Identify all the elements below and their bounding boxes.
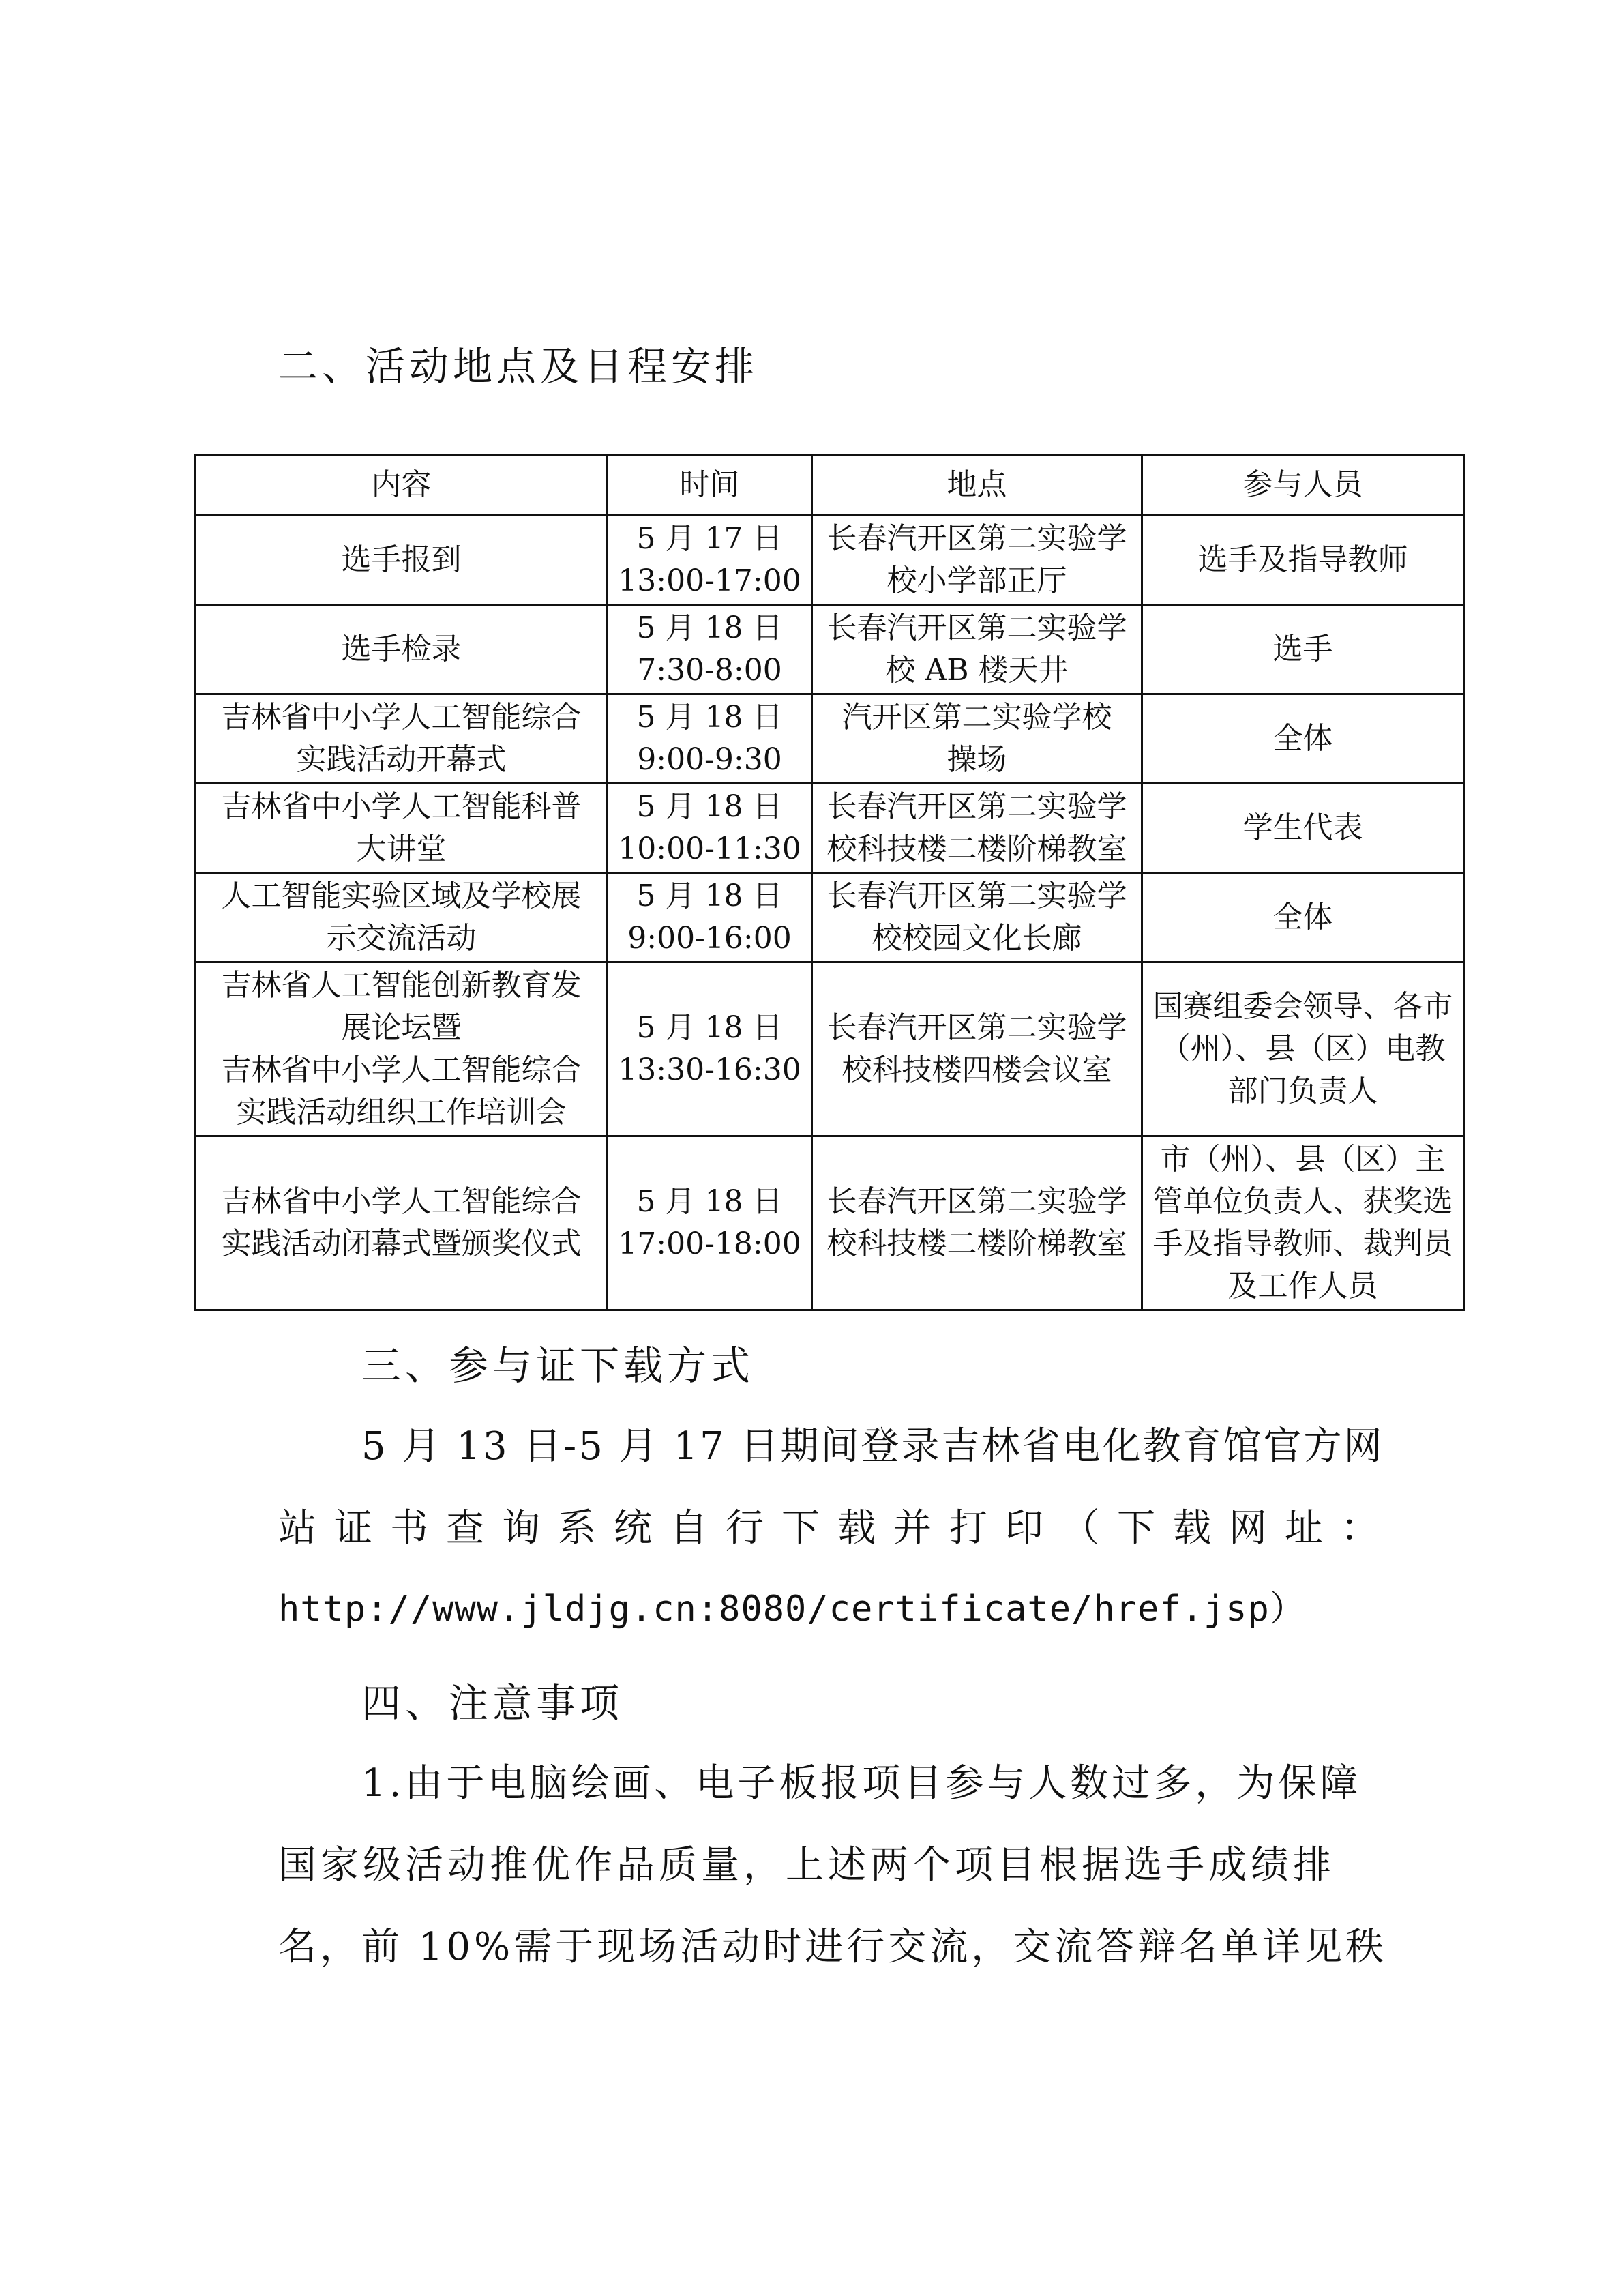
header-time: 时间 xyxy=(608,455,812,516)
certificate-url-line: http://www.jldjg.cn:8080/certificate/href.jsp） xyxy=(278,1589,1306,1630)
cell-line: 校 AB 楼天井 xyxy=(885,653,1069,688)
cell-line: 实践活动开幕式 xyxy=(296,742,507,777)
table-header-row xyxy=(196,455,1464,516)
cell-line: 选手 xyxy=(1272,632,1333,666)
cell-line: （州）、县（区）电教 xyxy=(1160,1031,1446,1066)
cell-line: 校科技楼二楼阶梯教室 xyxy=(827,831,1127,866)
section-heading-schedule: 二、活动地点及日程安排 xyxy=(278,343,759,389)
cell-line: 人工智能实验区域及学校展 xyxy=(221,879,582,913)
notes-text-line: 国家级活动推优作品质量，上述两个项目根据选手成绩排 xyxy=(278,1843,1335,1887)
header-people: 参与人员 xyxy=(1142,455,1464,516)
cell-line: 校小学部正厅 xyxy=(887,563,1067,598)
table-row xyxy=(196,873,1464,962)
cell-line: 长春汽开区第二实验学 xyxy=(827,610,1127,645)
cell-people xyxy=(1142,873,1464,962)
cell-line: 10:00-11:30 xyxy=(618,831,801,866)
table-row xyxy=(196,694,1464,784)
cell-people xyxy=(1142,605,1464,694)
cell-time xyxy=(608,516,812,605)
cell-line: 展论坛暨 xyxy=(341,1010,462,1045)
cell-place xyxy=(812,873,1142,962)
cell-line: 学生代表 xyxy=(1242,810,1363,845)
table-row xyxy=(196,1136,1464,1310)
cell-line: 吉林省人工智能创新教育发 xyxy=(221,968,582,1003)
cell-line: 吉林省中小学人工智能综合 xyxy=(221,1184,582,1219)
table-row xyxy=(196,962,1464,1136)
cell-line: 9:00-9:30 xyxy=(637,742,782,777)
table-row xyxy=(196,784,1464,873)
cell-line: 示交流活动 xyxy=(326,921,477,956)
certificate-text-line: 5 月 13 日-5 月 17 日期间登录吉林省电化教育馆官方网 xyxy=(361,1424,1384,1469)
cell-line: 吉林省中小学人工智能科普 xyxy=(221,789,582,824)
header-place: 地点 xyxy=(812,455,1142,516)
schedule-table xyxy=(194,454,1465,1311)
cell-line: 5 月 18 日 xyxy=(636,1010,783,1045)
cell-line: 5 月 18 日 xyxy=(636,789,783,824)
cell-line: 汽开区第二实验学校 xyxy=(842,700,1112,735)
cell-line: 全体 xyxy=(1272,900,1333,934)
section-heading-notes: 四、注意事项 xyxy=(361,1680,624,1726)
cell-time xyxy=(608,605,812,694)
cell-content xyxy=(196,516,608,605)
cell-line: 长春汽开区第二实验学 xyxy=(827,1010,1127,1045)
cell-people xyxy=(1142,694,1464,784)
cell-line: 长春汽开区第二实验学 xyxy=(827,1184,1127,1219)
cell-line: 5 月 18 日 xyxy=(636,1184,783,1219)
cell-line: 9:00-16:00 xyxy=(627,921,792,956)
cell-place xyxy=(812,605,1142,694)
cell-line: 市（州）、县（区）主 xyxy=(1160,1142,1446,1177)
cell-line: 大讲堂 xyxy=(356,831,447,866)
cell-line: 选手报到 xyxy=(341,542,462,577)
cell-line: 校科技楼四楼会议室 xyxy=(842,1053,1112,1087)
cell-place xyxy=(812,1136,1142,1310)
cell-line: 实践活动闭幕式暨颁奖仪式 xyxy=(221,1226,582,1261)
cell-line: 国赛组委会领导、各市 xyxy=(1152,989,1453,1024)
table-row xyxy=(196,516,1464,605)
cell-line: 吉林省中小学人工智能综合 xyxy=(221,700,582,735)
notes-text-line: 名，前 10%需于现场活动时进行交流，交流答辩名单详见秩 xyxy=(278,1925,1388,1969)
cell-content xyxy=(196,694,608,784)
cell-line: 5 月 18 日 xyxy=(636,610,783,645)
cell-people xyxy=(1142,516,1464,605)
cell-time xyxy=(608,1136,812,1310)
cell-line: 长春汽开区第二实验学 xyxy=(827,879,1127,913)
cell-time xyxy=(608,873,812,962)
cell-people xyxy=(1142,962,1464,1136)
header-content: 内容 xyxy=(196,455,608,516)
cell-time xyxy=(608,962,812,1136)
notes-text-line: 1.由于电脑绘画、电子板报项目参与人数过多，为保障 xyxy=(361,1761,1362,1806)
certificate-text-line: 站证书查询系统自行下载并打印（下载网址： xyxy=(278,1506,1397,1550)
table-row xyxy=(196,605,1464,694)
cell-people xyxy=(1142,784,1464,873)
cell-place xyxy=(812,962,1142,1136)
cell-line: 实践活动组织工作培训会 xyxy=(236,1095,567,1130)
cell-line: 13:30-16:30 xyxy=(618,1053,801,1087)
cell-line: 5 月 17 日 xyxy=(636,521,783,556)
cell-line: 选手检录 xyxy=(341,632,462,666)
cell-time xyxy=(608,694,812,784)
cell-line: 长春汽开区第二实验学 xyxy=(827,789,1127,824)
cell-line: 13:00-17:00 xyxy=(618,563,801,598)
cell-place xyxy=(812,516,1142,605)
cell-line: 5 月 18 日 xyxy=(636,700,783,735)
cell-people xyxy=(1142,1136,1464,1310)
table-body xyxy=(196,516,1464,1310)
cell-line: 及工作人员 xyxy=(1227,1269,1378,1304)
section-heading-certificate: 三、参与证下载方式 xyxy=(361,1342,755,1389)
cell-time xyxy=(608,784,812,873)
cell-line: 5 月 18 日 xyxy=(636,879,783,913)
cell-line: 手及指导教师、裁判员 xyxy=(1152,1226,1453,1261)
cell-line: 校科技楼二楼阶梯教室 xyxy=(827,1226,1127,1261)
cell-content xyxy=(196,1136,608,1310)
cell-line: 17:00-18:00 xyxy=(618,1226,801,1261)
cell-place xyxy=(812,694,1142,784)
cell-line: 部门负责人 xyxy=(1227,1074,1378,1108)
cell-content xyxy=(196,605,608,694)
cell-line: 长春汽开区第二实验学 xyxy=(827,521,1127,556)
cell-line: 管单位负责人、获奖选 xyxy=(1152,1184,1453,1219)
cell-line: 校校园文化长廊 xyxy=(872,921,1082,956)
cell-place xyxy=(812,784,1142,873)
cell-line: 7:30-8:00 xyxy=(637,653,782,688)
cell-line: 全体 xyxy=(1272,721,1333,756)
cell-line: 选手及指导教师 xyxy=(1197,542,1408,577)
cell-line: 操场 xyxy=(947,742,1007,777)
cell-content xyxy=(196,873,608,962)
cell-content xyxy=(196,784,608,873)
cell-content xyxy=(196,962,608,1136)
cell-line: 吉林省中小学人工智能综合 xyxy=(221,1053,582,1087)
